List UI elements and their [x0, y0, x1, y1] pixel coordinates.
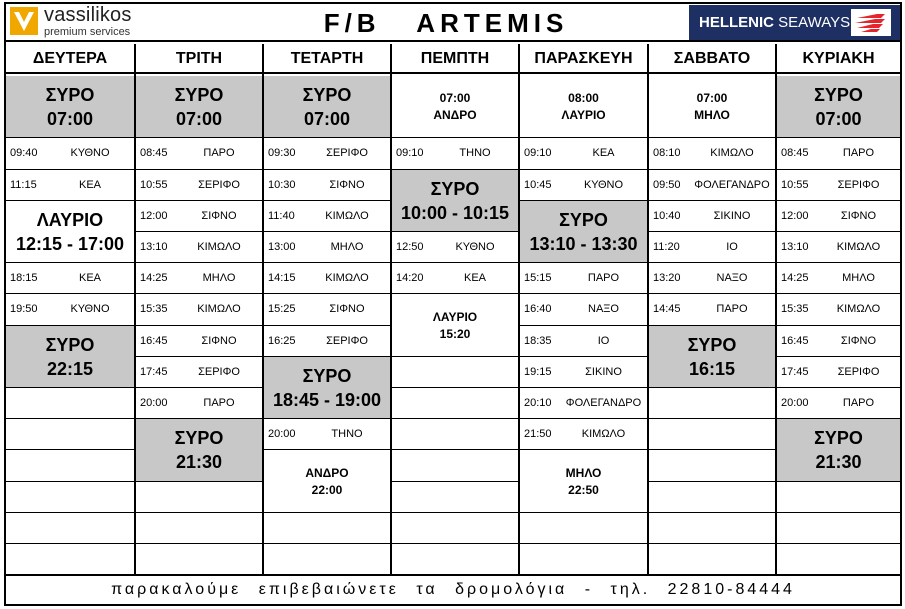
port-name: ΣΙΦΝΟ [840, 209, 877, 222]
departure-time: 18:35 [524, 334, 552, 347]
empty-row [392, 450, 518, 481]
port-name: ΤΗΝΟ [331, 428, 363, 441]
departure-time: 20:00 [140, 397, 168, 409]
highlight-line-secondary: 13:10 - 13:30 [529, 233, 638, 254]
port-name: ΚΙΜΩΛΟ [325, 209, 369, 222]
vassilikos-v-icon [10, 7, 38, 35]
stop-row [136, 201, 262, 232]
highlight-cell [264, 357, 390, 419]
highlight-cell [392, 294, 518, 356]
port-name: ΣΕΡΙΦΟ [198, 178, 240, 191]
departure-time: 08:45 [781, 147, 809, 160]
highlight-line-secondary: ΑΝΔΡΟ [433, 108, 477, 123]
departure-time: 17:45 [140, 365, 168, 378]
departure-time: 15:15 [524, 272, 552, 285]
confirmation-notice: παρακαλούμε επιβεβαιώνετε τα δρομολόγια - τηλ. 22810-84444 [6, 574, 900, 604]
departure-time: 09:30 [268, 147, 296, 160]
departure-time: 10:30 [268, 178, 296, 191]
day-header: ΤΡΙΤΗ [136, 44, 262, 74]
stop-row [649, 201, 775, 232]
port-name: ΚΙΜΩΛΟ [325, 272, 369, 285]
departure-time: 15:25 [268, 303, 296, 316]
departure-time: 15:35 [781, 303, 809, 316]
port-name: ΣΕΡΙΦΟ [326, 147, 368, 160]
highlight-line-primary: ΣΥΡΟ [559, 209, 608, 230]
highlight-cell [6, 326, 134, 388]
highlight-line-primary: ΣΥΡΟ [45, 334, 95, 355]
highlight-line-secondary: 07:00 [46, 109, 94, 130]
port-name: ΣΙΦΝΟ [201, 334, 237, 347]
stop-row [520, 419, 647, 450]
departure-time: 11:15 [10, 178, 37, 191]
highlight-line-secondary: 21:30 [175, 452, 223, 473]
port-name: ΤΗΝΟ [459, 147, 491, 160]
port-name: ΚΕΑ [463, 272, 486, 285]
stop-row [520, 263, 647, 294]
departure-time: 14:25 [140, 272, 168, 285]
port-name: ΣΙΦΝΟ [329, 303, 365, 316]
stop-row [649, 232, 775, 263]
highlight-line-secondary: ΜΗΛΟ [694, 108, 730, 123]
day-column [390, 44, 518, 574]
highlight-cell [392, 170, 518, 232]
stop-row [777, 138, 900, 169]
stop-row [520, 357, 647, 388]
highlight-cell [6, 76, 134, 138]
departure-time: 16:40 [524, 303, 552, 316]
highlight-line-secondary: 21:30 [815, 452, 862, 473]
empty-row [520, 513, 647, 544]
highlight-line-primary: ΣΥΡΟ [814, 85, 863, 106]
port-name: ΣΙΦΝΟ [201, 209, 237, 222]
stop-row [136, 294, 262, 325]
stop-row [520, 170, 647, 201]
stop-row [6, 170, 134, 201]
departure-time: 14:15 [268, 272, 296, 285]
stop-row [136, 388, 262, 419]
highlight-cell [6, 201, 134, 263]
highlight-line-secondary: 22:00 [311, 482, 343, 497]
empty-row [6, 544, 134, 575]
stop-row [777, 263, 900, 294]
highlight-cell [136, 76, 262, 138]
highlight-line-secondary: 22:15 [46, 358, 94, 379]
departure-time: 14:25 [781, 272, 809, 285]
empty-row [136, 482, 262, 513]
port-name: ΜΗΛΟ [330, 241, 364, 253]
port-name: ΠΑΡΟ [203, 147, 235, 160]
departure-time: 12:00 [781, 209, 809, 222]
stop-row [777, 170, 900, 201]
departure-time: 08:10 [653, 147, 681, 160]
highlight-line-secondary: 12:15 - 17:00 [15, 233, 125, 254]
logo-name: vassilikos [44, 4, 132, 26]
partner-name-light: SEAWAYS [778, 14, 851, 31]
port-name: ΚΙΜΩΛΟ [581, 428, 626, 441]
highlight-line-primary: ΑΝΔΡΟ [305, 465, 349, 480]
day-column [518, 44, 647, 574]
stop-row [264, 326, 390, 357]
stop-row [520, 294, 647, 325]
departure-time: 16:25 [268, 334, 296, 347]
day-header: ΣΑΒΒΑΤΟ [649, 44, 775, 74]
flying-ship-icon [851, 9, 891, 36]
stop-row [777, 232, 900, 263]
highlight-line-primary: ΣΥΡΟ [174, 85, 224, 106]
empty-row [392, 388, 518, 419]
empty-row [6, 419, 134, 450]
port-name: ΦΟΛΕΓΑΝΔΡΟ [694, 178, 770, 191]
empty-row [264, 513, 390, 544]
stop-row [649, 263, 775, 294]
stop-row [136, 263, 262, 294]
departure-time: 13:10 [140, 241, 168, 253]
empty-row [392, 513, 518, 544]
stop-row [777, 201, 900, 232]
day-header: ΠΕΜΠΤΗ [392, 44, 518, 74]
empty-row [649, 388, 775, 419]
empty-row [392, 419, 518, 450]
day-column [775, 44, 900, 574]
empty-row [649, 419, 775, 450]
stop-row [136, 232, 262, 263]
highlight-line-secondary: 07:00 [175, 109, 223, 130]
hellenic-seaways-logo [689, 5, 900, 40]
day-column [6, 44, 134, 574]
departure-time: 13:00 [268, 241, 296, 253]
departure-time: 16:45 [781, 334, 809, 347]
departure-time: 13:20 [653, 272, 681, 285]
port-name: ΣΕΡΙΦΟ [837, 178, 880, 191]
empty-row [392, 482, 518, 513]
day-column [262, 44, 390, 574]
highlight-cell [649, 76, 775, 138]
departure-time: 12:50 [396, 241, 424, 253]
highlight-cell [777, 76, 900, 138]
highlight-line-secondary: 18:45 - 19:00 [272, 389, 382, 410]
partner-name [699, 13, 850, 32]
stop-row [392, 138, 518, 169]
highlight-line-primary: ΣΥΡΟ [814, 428, 863, 449]
port-name: ΚΥΘΝΟ [70, 147, 110, 160]
stop-row [520, 326, 647, 357]
port-name: ΙΟ [726, 241, 738, 253]
vessel-title: F/B ARTEMIS [323, 8, 569, 38]
port-name: ΦΟΛΕΓΑΝΔΡΟ [565, 397, 642, 409]
stop-row [649, 294, 775, 325]
stop-row [136, 170, 262, 201]
port-name: ΠΑΡΟ [842, 397, 875, 409]
empty-row [6, 482, 134, 513]
day-header: ΤΕΤΑΡΤΗ [264, 44, 390, 74]
day-column [134, 44, 262, 574]
empty-row [649, 513, 775, 544]
stop-row [264, 294, 390, 325]
departure-time: 17:45 [781, 365, 809, 378]
departure-time: 10:45 [524, 178, 552, 191]
timetable-sheet [4, 2, 902, 606]
empty-row [392, 544, 518, 575]
port-name: ΣΕΡΙΦΟ [198, 365, 240, 378]
port-name: ΣΙΚΙΝΟ [713, 209, 751, 222]
stop-row [6, 294, 134, 325]
empty-row [520, 544, 647, 575]
departure-time: 08:45 [140, 147, 168, 160]
highlight-line-primary: ΣΥΡΟ [174, 428, 224, 449]
port-name: ΙΟ [597, 334, 610, 347]
highlight-line-primary: 07:00 [696, 91, 728, 106]
port-name: ΠΑΡΟ [587, 272, 620, 285]
highlight-cell [777, 419, 900, 481]
timetable-header [6, 4, 900, 42]
stop-row [6, 263, 134, 294]
stop-row [520, 138, 647, 169]
port-name: ΣΙΦΝΟ [329, 178, 365, 191]
departure-time: 13:10 [781, 241, 809, 253]
stop-row [649, 138, 775, 169]
day-column [647, 44, 775, 574]
weekly-schedule-grid [6, 44, 900, 574]
departure-time: 11:20 [653, 241, 680, 253]
empty-row [649, 544, 775, 575]
stop-row [264, 201, 390, 232]
port-name: ΣΕΡΙΦΟ [837, 365, 880, 378]
highlight-cell [649, 326, 775, 388]
day-header: ΠΑΡΑΣΚΕΥΗ [520, 44, 647, 74]
port-name: ΣΕΡΙΦΟ [326, 334, 368, 347]
empty-row [392, 357, 518, 388]
stop-row [777, 388, 900, 419]
port-name: ΠΑΡΟ [716, 303, 748, 316]
departure-time: 20:10 [524, 397, 552, 409]
departure-time: 15:35 [140, 303, 168, 316]
empty-row [777, 513, 900, 544]
departure-time: 09:10 [524, 147, 552, 160]
stop-row [264, 138, 390, 169]
highlight-line-secondary: 10:00 - 10:15 [400, 202, 510, 223]
departure-time: 10:55 [140, 178, 168, 191]
day-header: ΔΕΥΤΕΡΑ [6, 44, 134, 74]
partner-name-bold: HELLENIC [699, 14, 774, 31]
stop-row [392, 232, 518, 263]
highlight-cell [264, 76, 390, 138]
highlight-line-secondary: ΛΑΥΡΙΟ [561, 108, 606, 123]
port-name: ΚΙΜΩΛΟ [197, 241, 241, 253]
departure-time: 09:10 [396, 147, 424, 160]
stop-row [136, 138, 262, 169]
port-name: ΚΥΘΝΟ [583, 178, 624, 191]
port-name: ΜΗΛΟ [202, 272, 236, 285]
port-name: ΚΙΜΩΛΟ [836, 241, 881, 253]
stop-row [264, 232, 390, 263]
highlight-cell [520, 201, 647, 263]
highlight-line-primary: 07:00 [439, 91, 471, 106]
port-name: ΣΙΚΙΝΟ [585, 365, 622, 378]
stop-row [777, 326, 900, 357]
highlight-line-secondary: 07:00 [815, 109, 862, 130]
highlight-line-primary: ΣΥΡΟ [687, 334, 737, 355]
highlight-line-secondary: 22:50 [568, 482, 599, 497]
port-name: ΚΥΘΝΟ [70, 303, 110, 316]
port-name: ΚΙΜΩΛΟ [836, 303, 881, 316]
highlight-line-primary: ΜΗΛΟ [565, 465, 602, 480]
highlight-line-primary: ΛΑΥΡΙΟ [432, 309, 478, 324]
stop-row [136, 357, 262, 388]
departure-time: 19:50 [10, 303, 38, 316]
logo-subtitle: premium services [44, 26, 131, 38]
departure-time: 11:40 [268, 209, 295, 222]
port-name: ΝΑΞΟ [588, 303, 619, 316]
stop-row [264, 419, 390, 450]
empty-row [136, 513, 262, 544]
port-name: ΚΥΘΝΟ [455, 241, 495, 253]
empty-row [649, 482, 775, 513]
departure-time: 14:45 [653, 303, 681, 316]
empty-row [649, 450, 775, 481]
highlight-line-secondary: 16:15 [688, 358, 736, 379]
stop-row [392, 263, 518, 294]
day-header: ΚΥΡΙΑΚΗ [777, 44, 900, 74]
stop-row [6, 138, 134, 169]
stop-row [520, 388, 647, 419]
highlight-cell [520, 450, 647, 512]
departure-time: 21:50 [524, 428, 552, 441]
highlight-line-primary: ΣΥΡΟ [302, 85, 352, 106]
departure-time: 10:55 [781, 178, 809, 191]
highlight-line-primary: 08:00 [568, 91, 599, 106]
port-name: ΚΕΑ [592, 147, 615, 160]
port-name: ΚΕΑ [78, 178, 101, 191]
departure-time: 20:00 [781, 397, 809, 409]
empty-row [6, 450, 134, 481]
port-name: ΠΑΡΟ [203, 397, 235, 409]
stop-row [264, 170, 390, 201]
port-name: ΚΙΜΩΛΟ [710, 147, 754, 160]
highlight-cell [136, 419, 262, 481]
departure-time: 14:20 [396, 272, 424, 285]
empty-row [777, 544, 900, 575]
highlight-line-primary: ΣΥΡΟ [302, 365, 352, 386]
port-name: ΝΑΞΟ [716, 272, 748, 285]
empty-row [6, 513, 134, 544]
port-name: ΚΙΜΩΛΟ [197, 303, 241, 316]
highlight-line-secondary: 15:20 [439, 326, 471, 341]
stop-row [136, 326, 262, 357]
empty-row [264, 544, 390, 575]
highlight-cell [520, 76, 647, 138]
highlight-line-primary: ΣΥΡΟ [430, 178, 480, 199]
highlight-line-primary: ΣΥΡΟ [45, 85, 95, 106]
departure-time: 12:00 [140, 209, 168, 222]
empty-row [6, 388, 134, 419]
departure-time: 19:15 [524, 365, 552, 378]
departure-time: 09:40 [10, 147, 38, 160]
empty-row [136, 544, 262, 575]
stop-row [777, 294, 900, 325]
departure-time: 10:40 [653, 209, 681, 222]
port-name: ΣΙΦΝΟ [840, 334, 877, 347]
stop-row [649, 170, 775, 201]
highlight-line-primary: ΛΑΥΡΙΟ [36, 209, 104, 230]
departure-time: 16:45 [140, 334, 168, 347]
port-name: ΚΕΑ [78, 272, 101, 285]
highlight-cell [392, 76, 518, 138]
empty-row [777, 482, 900, 513]
port-name: ΠΑΡΟ [842, 147, 875, 160]
stop-row [264, 263, 390, 294]
highlight-line-secondary: 07:00 [303, 109, 351, 130]
port-name: ΜΗΛΟ [842, 272, 875, 285]
departure-time: 18:15 [10, 272, 38, 285]
departure-time: 20:00 [268, 428, 296, 441]
stop-row [777, 357, 900, 388]
vassilikos-logo [10, 4, 170, 39]
departure-time: 09:50 [653, 178, 681, 191]
highlight-cell [264, 450, 390, 512]
